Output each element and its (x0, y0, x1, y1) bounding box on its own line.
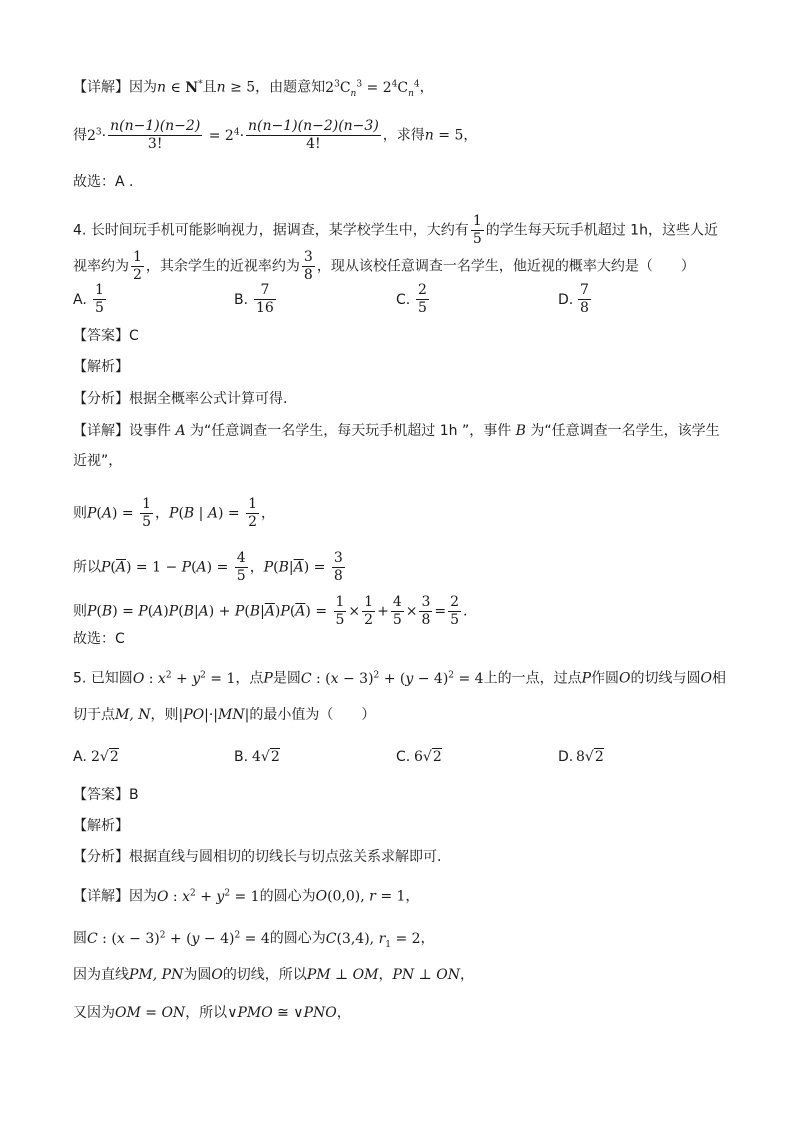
prev-detail-line-2: 得$2^3\cdot$ $\frac{n(n-1)(n-2)}{3!}$ = $2^4\cdot$ $\frac{n(n-1)(n-2)(n-3)}{4!}$ ，求得n = 5， (73, 118, 478, 152)
q4-detail-line-2: 近视”， (73, 453, 123, 469)
q4-option-a[interactable]: A. $\frac{1}{5}$ (73, 282, 104, 316)
fraction: $\frac{n(n-1)(n-2)(n-3)}{4!}$ (248, 118, 379, 152)
fraction: $\frac{n(n-1)(n-2)}{3!}$ (110, 118, 201, 152)
q5-detail-line-2: 圆C : $(x - 3)^2 + (y - 4)^2 = 4$的圆心为C(3,4), $r_1 = 2$， (73, 930, 435, 950)
q4-fenxi: 【分析】根据全概率公式计算可得. (73, 391, 288, 407)
prev-detail-line-1: 【详解】因为n ∈ N*且n ≥ 5，由题意知$2^3C_n^3 = 2^4C_n^4$， (73, 79, 434, 99)
q4-stem-line-2: 视率约为 $\frac{1}{2}$ ，其余学生的近视率约为 $\frac{3}{8}$ ，现从该校任意调查一名学生，他近视的概率大约是（ ） (73, 249, 695, 283)
q5-option-d[interactable]: D. 8√2 (558, 749, 604, 765)
q4-detail-line-3: 则P(A) = $\frac{1}{5}$ ，P(B | A) = $\frac{1}{2}$ ， (73, 496, 275, 530)
q5-option-b[interactable]: B. 4√2 (234, 749, 280, 765)
q5-option-a[interactable]: A. 2√2 (73, 749, 119, 765)
q5-stem-line-2: 切于点M, N，则|PO|·|MN|的最小值为（ ） (73, 707, 376, 723)
q4-detail-line-1: 【详解】设事件 A 为“任意调查一名学生，每天玩手机超过 1h ”，事件 B 为“任意调查一名学生，该学生 (73, 423, 720, 439)
q5-detail-line-4: 又因为OM = ON，所以∨PMO ≅ ∨PNO， (73, 1005, 351, 1021)
detail-tag: 【详解】 (73, 79, 129, 96)
q5-detail-line-3: 因为直线PM, PN为圆O的切线，所以PM ⊥ OM，PN ⊥ ON， (73, 967, 474, 983)
q4-option-b[interactable]: B. $\frac{7}{16}$ (234, 282, 274, 316)
q4-detail-line-5: 则$P(B) = P(A)P(B|A) + P(B|\overline{A})P(\overline{A})$ = $\frac{1}{5}$ × $\frac{1}{2}$ + $\frac{4}{5}$ × $\frac{3}{8}$ = $\frac{2}{5}$ . (73, 594, 468, 628)
fraction: $\frac{3}{8}$ (303, 249, 313, 283)
q4-answer: 【答案】C (73, 328, 139, 344)
q5-option-c[interactable]: C. 6√2 (396, 749, 442, 765)
q5-fenxi: 【分析】根据直线与圆相切的切线长与切点弦关系求解即可. (73, 849, 442, 865)
q4-choice: 故选：C (73, 631, 125, 647)
q4-option-c[interactable]: C. $\frac{2}{5}$ (396, 282, 427, 316)
q5-number: 5. (73, 670, 87, 687)
q4-stem-line-1: 4. 长时间玩手机可能影响视力，据调查，某学校学生中，大约有 $\frac{1}{5}$ 的学生每天玩手机超过 1h，这些人近 (73, 213, 718, 247)
prev-choice: 故选：A . (73, 174, 134, 190)
q4-option-d[interactable]: D. $\frac{7}{8}$ (558, 282, 589, 316)
q5-detail-line-1: 【详解】因为O : $x^2 + y^2 = 1$的圆心为O(0,0), r = 1， (73, 888, 420, 905)
q4-number: 4. (73, 222, 87, 239)
q4-analysis-tag: 【解析】 (73, 359, 129, 375)
q5-analysis-tag: 【解析】 (73, 818, 129, 834)
fraction: $\frac{1}{2}$ (133, 249, 142, 283)
q5-stem-line-1: 5. 已知圆O : $x^2 + y^2 = 1$，点P是圆C : $(x - 3)^2 + (y - 4)^2 = 4$上的一点，过点P作圆O的切线与圆O相 (73, 670, 726, 687)
q4-detail-line-4: 所以$P(\overline{A}) = 1 - P(A)$ = $\frac{4}{5}$ ，$P(B|\overline{A})$ = $\frac{3}{8}$ (73, 550, 343, 584)
fraction: $\frac{1}{5}$ (472, 213, 482, 247)
q5-answer: 【答案】B (73, 787, 139, 803)
